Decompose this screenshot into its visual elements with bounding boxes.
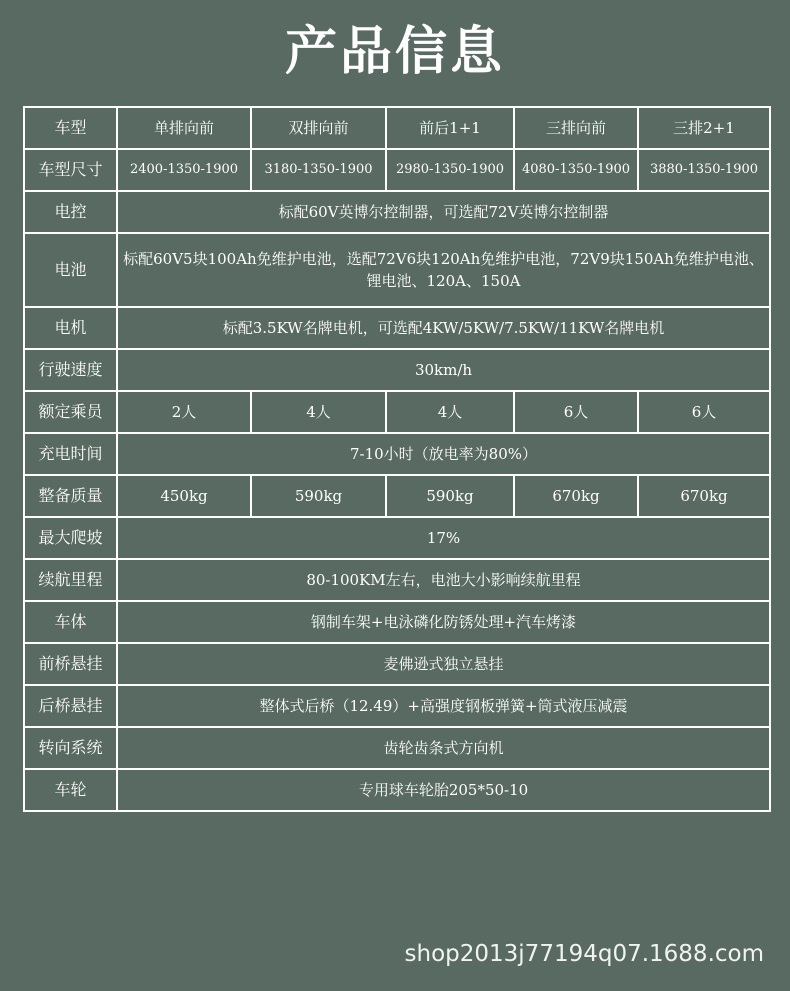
table-row-body bbox=[24, 601, 770, 643]
table-row-motor bbox=[24, 307, 770, 349]
passengers-cell: 6人 bbox=[638, 391, 770, 433]
table-row-front-suspension bbox=[24, 643, 770, 685]
size-cell: 4080-1350-1900 bbox=[514, 149, 638, 191]
row-label: 转向系统 bbox=[24, 727, 117, 769]
battery-value: 标配60V5块100Ah免维护电池，选配72V6块120Ah免维护电池，72V9块150Ah免维护电池、锂电池、120A、150A bbox=[117, 233, 770, 307]
table-row-weight bbox=[24, 475, 770, 517]
table-row-range bbox=[24, 559, 770, 601]
weight-cell: 670kg bbox=[638, 475, 770, 517]
row-label: 车轮 bbox=[24, 769, 117, 811]
row-label: 额定乘员 bbox=[24, 391, 117, 433]
shop-watermark: shop2013j77194q07.1688.com bbox=[404, 941, 764, 967]
table-row-wheels bbox=[24, 769, 770, 811]
table-row-size bbox=[24, 149, 770, 191]
row-label: 续航里程 bbox=[24, 559, 117, 601]
model-cell: 三排向前 bbox=[514, 107, 638, 149]
row-label: 行驶速度 bbox=[24, 349, 117, 391]
front-suspension-value: 麦佛逊式独立悬挂 bbox=[117, 643, 770, 685]
row-label: 电控 bbox=[24, 191, 117, 233]
row-label: 电机 bbox=[24, 307, 117, 349]
model-cell: 双排向前 bbox=[251, 107, 386, 149]
table-row-model bbox=[24, 107, 770, 149]
model-cell: 三排2+1 bbox=[638, 107, 770, 149]
row-label: 车型 bbox=[24, 107, 117, 149]
steering-value: 齿轮齿条式方向机 bbox=[117, 727, 770, 769]
passengers-cell: 2人 bbox=[117, 391, 251, 433]
row-label: 充电时间 bbox=[24, 433, 117, 475]
row-label: 后桥悬挂 bbox=[24, 685, 117, 727]
size-cell: 3880-1350-1900 bbox=[638, 149, 770, 191]
table-row-speed bbox=[24, 349, 770, 391]
motor-value: 标配3.5KW名牌电机，可选配4KW/5KW/7.5KW/11KW名牌电机 bbox=[117, 307, 770, 349]
table-row-controller bbox=[24, 191, 770, 233]
row-label: 前桥悬挂 bbox=[24, 643, 117, 685]
size-cell: 2980-1350-1900 bbox=[386, 149, 514, 191]
row-label: 整备质量 bbox=[24, 475, 117, 517]
size-cell: 2400-1350-1900 bbox=[117, 149, 251, 191]
table-row-charging bbox=[24, 433, 770, 475]
row-label: 电池 bbox=[24, 233, 117, 307]
table-row-steering bbox=[24, 727, 770, 769]
table-row-passengers bbox=[24, 391, 770, 433]
controller-value: 标配60V英博尔控制器，可选配72V英博尔控制器 bbox=[117, 191, 770, 233]
table-row-climb bbox=[24, 517, 770, 559]
spec-table bbox=[23, 106, 771, 812]
passengers-cell: 4人 bbox=[251, 391, 386, 433]
rear-suspension-value: 整体式后桥（12.49）+高强度钢板弹簧+筒式液压减震 bbox=[117, 685, 770, 727]
row-label: 最大爬坡 bbox=[24, 517, 117, 559]
page-title: 产品信息 bbox=[284, 22, 505, 82]
model-cell: 单排向前 bbox=[117, 107, 251, 149]
passengers-cell: 6人 bbox=[514, 391, 638, 433]
climb-value: 17% bbox=[117, 517, 770, 559]
table-row-battery bbox=[24, 233, 770, 307]
table-row-rear-suspension bbox=[24, 685, 770, 727]
row-label: 车型尺寸 bbox=[24, 149, 117, 191]
passengers-cell: 4人 bbox=[386, 391, 514, 433]
weight-cell: 450kg bbox=[117, 475, 251, 517]
wheels-value: 专用球车轮胎205*50-10 bbox=[117, 769, 770, 811]
model-cell: 前后1+1 bbox=[386, 107, 514, 149]
weight-cell: 590kg bbox=[386, 475, 514, 517]
speed-value: 30km/h bbox=[117, 349, 770, 391]
weight-cell: 670kg bbox=[514, 475, 638, 517]
body-value: 钢制车架+电泳磷化防锈处理+汽车烤漆 bbox=[117, 601, 770, 643]
range-value: 80-100KM左右，电池大小影响续航里程 bbox=[117, 559, 770, 601]
size-cell: 3180-1350-1900 bbox=[251, 149, 386, 191]
charging-value: 7-10小时（放电率为80%） bbox=[117, 433, 770, 475]
weight-cell: 590kg bbox=[251, 475, 386, 517]
row-label: 车体 bbox=[24, 601, 117, 643]
